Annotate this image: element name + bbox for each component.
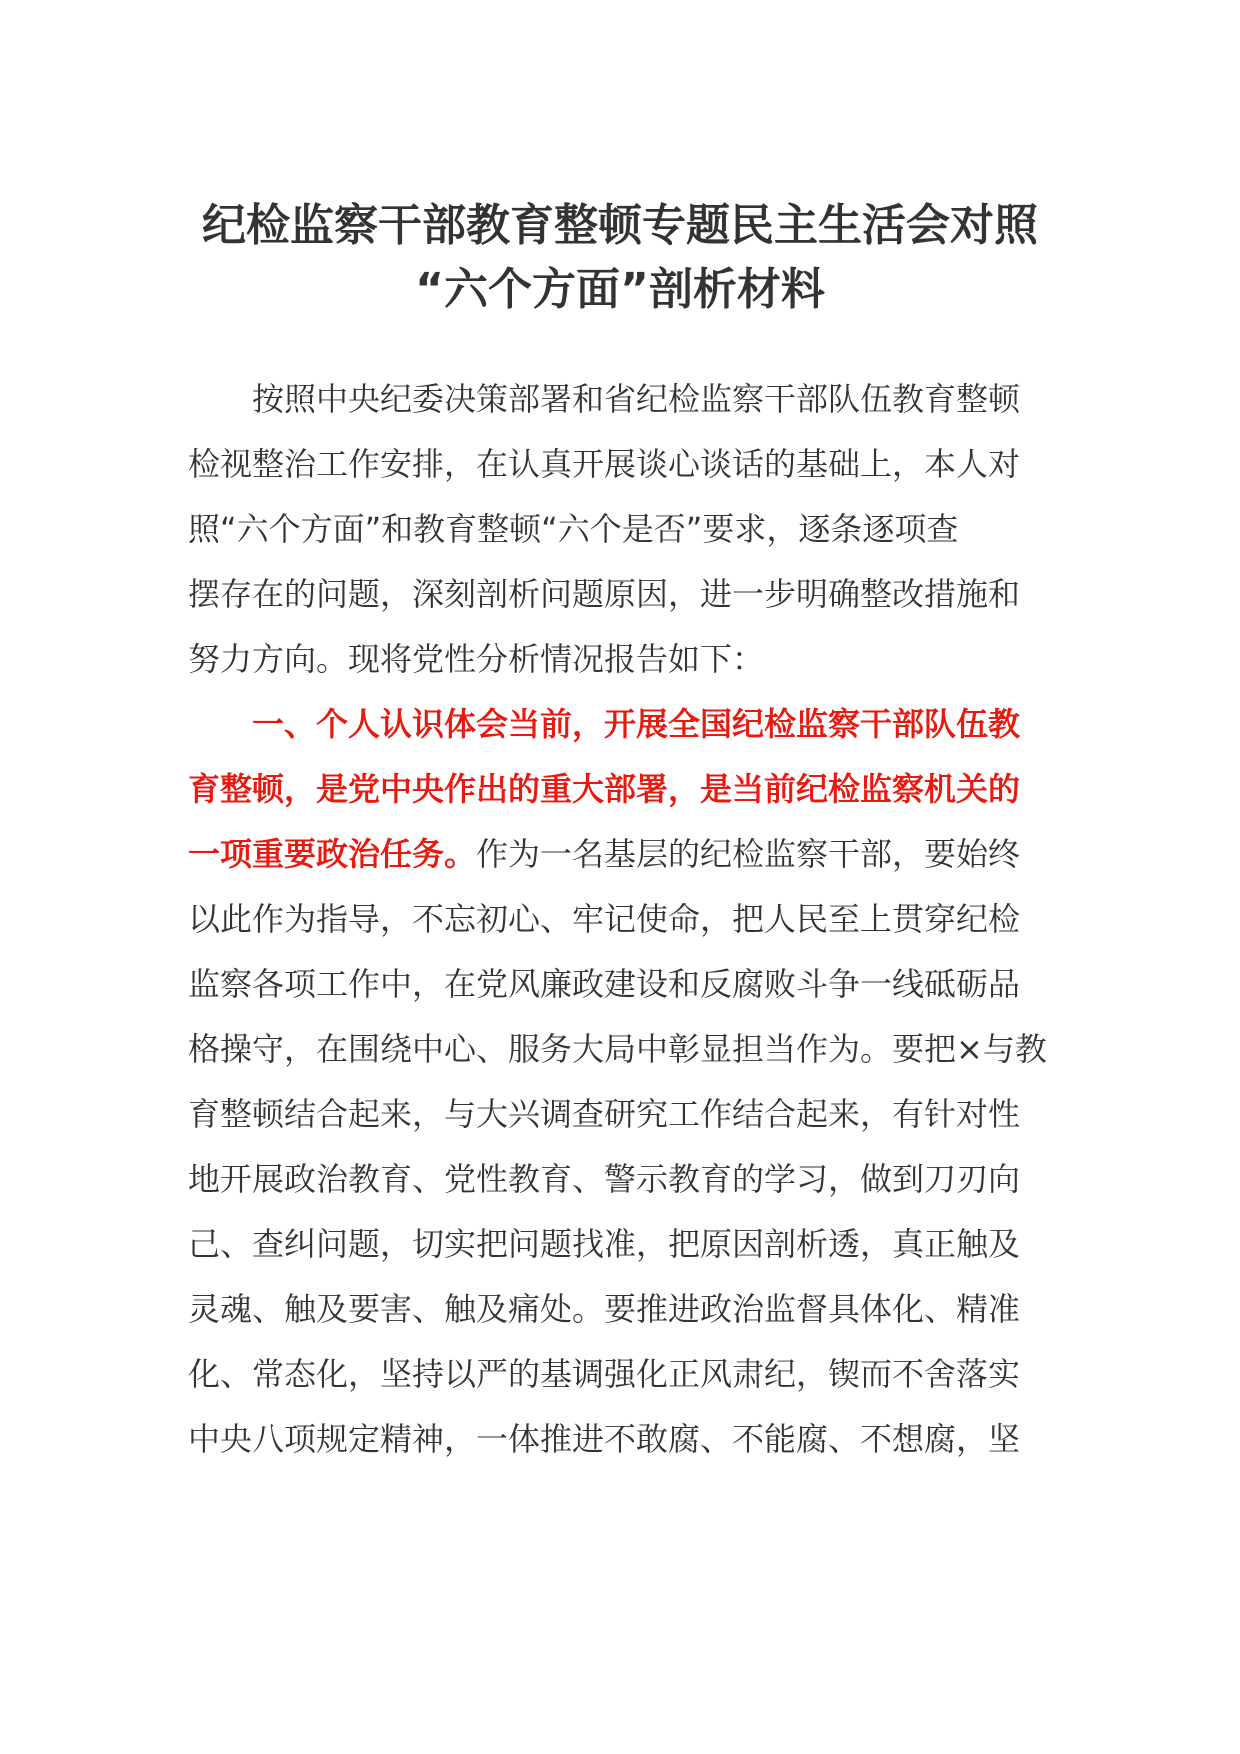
section1-line-7: 育整顿结合起来，与大兴调查研究工作结合起来，有针对性 <box>188 1095 1021 1133</box>
section1-line-10: 灵魂、触及要害、触及痛处。要推进政治监督具体化、精准 <box>188 1290 1021 1328</box>
section1-line-11: 化、常态化，坚持以严的基调强化正风肃纪，锲而不舍落实 <box>188 1355 1021 1393</box>
document-title <box>150 194 1090 322</box>
title-line-2: “六个方面”剖析材料 <box>415 264 825 315</box>
document-body <box>188 367 1058 1472</box>
title-line-1: 纪检监察干部教育整顿专题民主生活会对照 <box>202 200 1038 251</box>
section1-heading-line-1: 一、个人认识体会当前，开展全国纪检监察干部队伍教 <box>252 705 1021 743</box>
intro-line-5: 努力方向。现将党性分析情况报告如下： <box>188 640 765 678</box>
section1-line-5: 监察各项工作中，在党风廉政建设和反腐败斗争一线砥砺品 <box>188 965 1021 1003</box>
intro-line-1: 按照中央纪委决策部署和省纪检监察干部队伍教育整顿 <box>252 380 1021 418</box>
section1-line-9: 己、查纠问题，切实把问题找准，把原因剖析透，真正触及 <box>188 1225 1021 1263</box>
section1-line-12: 中央八项规定精神，一体推进不敢腐、不能腐、不想腐，坚 <box>188 1420 1021 1458</box>
intro-line-3: 照“六个方面”和教育整顿“六个是否”要求，逐条逐项查 <box>188 510 959 548</box>
section1-line-3-rest: 作为一名基层的纪检监察干部，要始终 <box>476 835 1021 873</box>
section1-line-8: 地开展政治教育、党性教育、警示教育的学习，做到刀刃向 <box>188 1160 1021 1198</box>
section1-heading-line-2: 育整顿，是党中央作出的重大部署，是当前纪检监察机关的 <box>188 770 1021 808</box>
section1-line-4: 以此作为指导，不忘初心、牢记使命，把人民至上贯穿纪检 <box>188 900 1021 938</box>
intro-line-2: 检视整治工作安排，在认真开展谈心谈话的基础上，本人对 <box>188 445 1021 483</box>
section1-line-6: 格操守，在围绕中心、服务大局中彰显担当作为。要把×与教 <box>188 1030 1047 1068</box>
section1-line-3 <box>188 822 1058 887</box>
intro-line-4: 摆存在的问题，深刻剖析问题原因，进一步明确整改措施和 <box>188 575 1021 613</box>
section1-heading-line-3: 一项重要政治任务。 <box>188 835 477 873</box>
